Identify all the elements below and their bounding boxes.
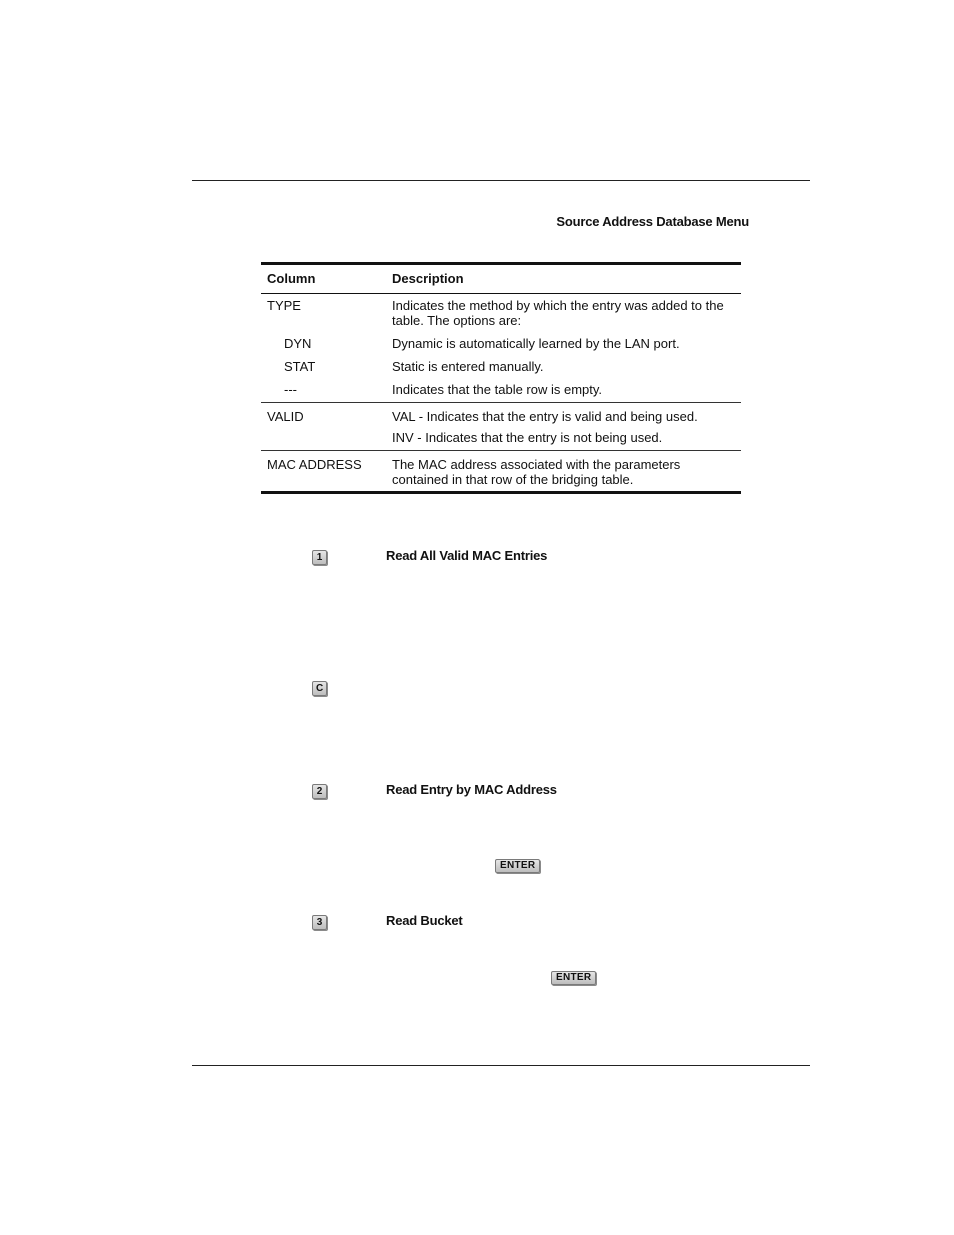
table-cell-column: STAT [284, 359, 316, 374]
table-header-column: Column [261, 264, 386, 294]
item-read-bucket: Read Bucket [386, 913, 463, 928]
table-row [261, 332, 741, 355]
table-cell-description: VAL - Indicates that the entry is valid and being used. [392, 409, 698, 424]
key-1-icon: 1 [312, 550, 327, 565]
table-cell-description: Indicates that the table row is empty. [386, 378, 741, 403]
item-read-entry-by-mac-address: Read Entry by MAC Address [386, 782, 557, 797]
running-header-title: Source Address Database Menu [556, 214, 749, 229]
table-cell-description: Static is entered manually. [392, 359, 544, 374]
key-2-icon: 2 [312, 784, 327, 799]
table-row [261, 428, 741, 451]
table-cell-column: --- [261, 378, 386, 403]
table-cell-column: MAC ADDRESS [267, 457, 362, 472]
table-row [261, 451, 741, 493]
table-row [261, 403, 741, 429]
enter-key-icon: ENTER [551, 971, 596, 985]
table-cell-column [261, 428, 386, 451]
enter-key-icon: ENTER [495, 859, 540, 873]
table-cell-description: Dynamic is automatically learned by the LAN port. [392, 336, 680, 351]
key-3-icon: 3 [312, 915, 327, 930]
key-c-icon: C [312, 681, 327, 696]
table-cell-column: VALID [267, 409, 304, 424]
table-row [261, 294, 741, 333]
table-cell-column: TYPE [267, 298, 301, 313]
column-description-table [261, 262, 741, 494]
table-cell-description: INV - Indicates that the entry is not being used. [386, 428, 741, 451]
table-header-description: Description [386, 264, 741, 294]
top-rule [192, 180, 810, 181]
table-cell-description: Indicates the method by which the entry was added to the table. The options are: [392, 298, 724, 328]
table-cell-description: The MAC address associated with the parameters contained in that row of the bridging table. [392, 457, 681, 487]
table-row [261, 355, 741, 378]
bottom-rule [192, 1065, 810, 1066]
table-cell-column: DYN [284, 336, 312, 351]
item-read-all-valid-mac-entries: Read All Valid MAC Entries [386, 548, 548, 563]
table-row [261, 378, 741, 403]
table-header-row [261, 264, 741, 294]
